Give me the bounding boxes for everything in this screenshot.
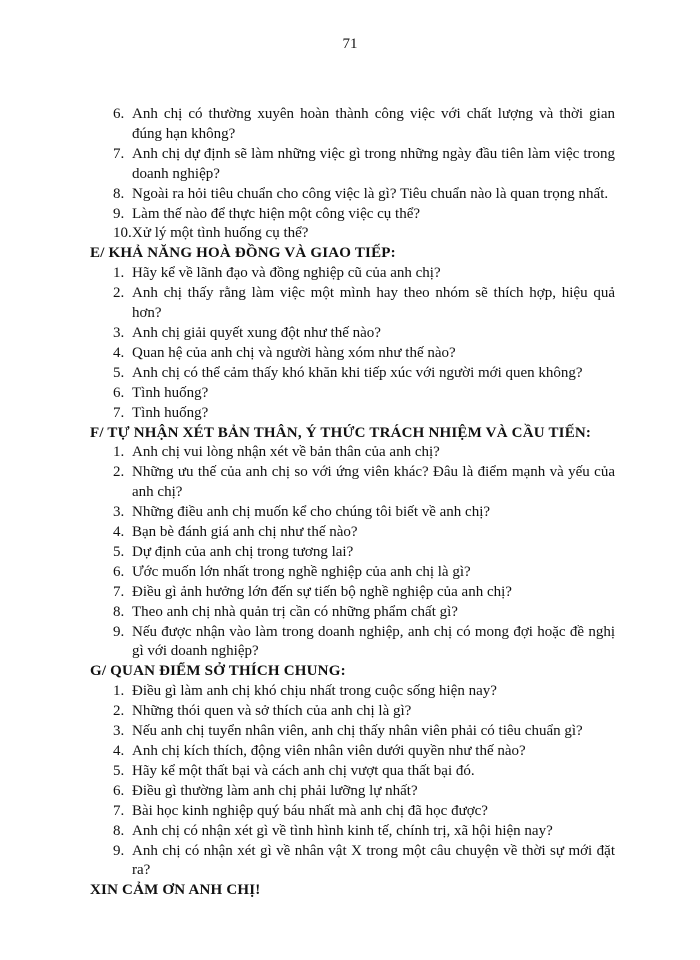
list-item (88, 682, 615, 702)
section-heading: F/ TỰ NHẬN XÉT BẢN THÂN, Ý THỨC TRÁCH NHIỆM VÀ CẦU TIẾN: (90, 424, 592, 441)
item-number: 5. (113, 762, 125, 779)
document-content (88, 105, 615, 901)
list-item (88, 443, 615, 463)
item-text: Anh chị có thể cảm thấy khó khăn khi tiếp xúc với người mới quen không? (132, 364, 583, 381)
item-number: 2. (113, 285, 125, 302)
list-item (88, 702, 615, 722)
item-text: Anh chị có nhận xét gì về nhân vật X trong một câu chuyện về thời sự mới đặt ra? (132, 842, 615, 879)
list-item (88, 224, 615, 244)
section-heading: E/ KHẢ NĂNG HOÀ ĐỒNG VÀ GIAO TIẾP: (90, 245, 396, 262)
item-number: 4. (113, 524, 125, 541)
item-text: Ngoài ra hỏi tiêu chuẩn cho công việc là gì? Tiêu chuẩn nào là quan trọng nhất. (132, 185, 609, 202)
item-number: 5. (113, 543, 125, 560)
item-number: 2. (113, 703, 125, 720)
list-item (88, 842, 615, 882)
item-number: 8. (113, 603, 125, 620)
item-number: 6. (113, 106, 125, 122)
item-number: 5. (113, 364, 125, 381)
item-number: 9. (113, 623, 125, 640)
item-text: Anh chị vui lòng nhận xét về bản thân của anh chị? (132, 444, 440, 461)
item-number: 1. (113, 683, 125, 700)
list-item (88, 722, 615, 742)
item-text: Điều gì làm anh chị khó chịu nhất trong cuộc sống hiện nay? (132, 683, 497, 700)
item-text: Tình huống? (132, 404, 209, 421)
list-item (88, 782, 615, 802)
item-number: 7. (113, 583, 125, 600)
item-number: 3. (113, 723, 125, 740)
item-number: 8. (113, 822, 125, 839)
list-item (88, 463, 615, 503)
item-text: Làm thế nào để thực hiện một công việc cụ thể? (132, 205, 421, 222)
list-item (88, 404, 615, 424)
list-item (88, 523, 615, 543)
item-text: Anh chị có nhận xét gì về tình hình kinh tế, chính trị, xã hội hiện nay? (132, 822, 553, 839)
item-text: Anh chị kích thích, động viên nhân viên dưới quyền như thế nào? (132, 743, 526, 759)
item-number: 4. (113, 743, 125, 759)
item-number: 9. (113, 842, 125, 859)
item-number: 8. (113, 185, 125, 202)
item-text: Dự định của anh chị trong tương lai? (132, 543, 354, 560)
item-number: 4. (113, 344, 125, 361)
item-number: 3. (113, 324, 125, 341)
list-item (88, 762, 615, 782)
item-number: 1. (113, 265, 125, 282)
item-text: Xử lý một tình huống cụ thể? (132, 225, 309, 242)
item-text: Hãy kể về lãnh đạo và đồng nghiệp cũ của anh chị? (132, 265, 441, 282)
list-item (88, 205, 615, 225)
item-text: Anh chị có thường xuyên hoàn thành công việc với chất lượng và thời gian đúng hạn không? (132, 106, 615, 142)
item-text: Nếu được nhận vào làm trong doanh nghiệp, anh chị có mong đợi hoặc đề nghị gì với doanh nghiệp? (132, 623, 615, 660)
list-item (88, 742, 615, 762)
item-text: Nếu anh chị tuyển nhân viên, anh chị thấy nhân viên phải có tiêu chuẩn gì? (132, 723, 583, 740)
item-number: 2. (113, 464, 125, 481)
list-item (88, 583, 615, 603)
list-item (88, 324, 615, 344)
list-item (88, 364, 615, 384)
page-number: 71 (342, 36, 358, 52)
item-text: Những ưu thế của anh chị so với ứng viên khác? Đâu là điểm mạnh và yếu của anh chị? (132, 464, 615, 501)
item-number: 9. (113, 205, 125, 222)
item-text: Ước muốn lớn nhất trong nghề nghiệp của anh chị là gì? (132, 563, 471, 580)
item-text: Hãy kể một thất bại và cách anh chị vượt qua thất bại đó. (132, 762, 475, 779)
list-item (88, 384, 615, 404)
item-text: Bạn bè đánh giá anh chị như thế nào? (132, 524, 358, 541)
list-item (88, 105, 615, 145)
item-text: Những thói quen và sở thích của anh chị là gì? (132, 703, 412, 720)
item-number: 1. (113, 444, 125, 461)
item-number: 10. (113, 225, 132, 242)
item-text: Anh chị giải quyết xung đột như thế nào? (132, 324, 381, 341)
item-text: Tình huống? (132, 384, 209, 401)
item-text: Anh chị dự định sẽ làm những việc gì trong những ngày đầu tiên làm việc trong doanh nghiệp? (132, 145, 615, 182)
list-item (88, 603, 615, 623)
item-number: 6. (113, 563, 125, 580)
item-text: Bài học kinh nghiệp quý báu nhất mà anh chị đã học được? (132, 802, 488, 819)
list-item (88, 503, 615, 523)
item-text: Những điều anh chị muốn kể cho chúng tôi biết về anh chị? (132, 504, 491, 521)
section-heading: G/ QUAN ĐIỂM SỞ THÍCH CHUNG: (90, 663, 346, 680)
list-item (88, 543, 615, 563)
closing-line: XIN CẢM ƠN ANH CHỊ! (90, 882, 261, 899)
list-item (88, 563, 615, 583)
list-item (88, 264, 615, 284)
item-number: 7. (113, 404, 125, 421)
item-text: Điều gì thường làm anh chị phải lưỡng lự nhất? (132, 782, 418, 799)
item-text: Điều gì ảnh hưởng lớn đến sự tiến bộ nghề nghiệp của anh chị? (132, 583, 512, 600)
item-number: 7. (113, 802, 125, 819)
list-item (88, 284, 615, 324)
item-number: 6. (113, 384, 125, 401)
list-item (88, 185, 615, 205)
item-text: Anh chị thấy rằng làm việc một mình hay theo nhóm sẽ thích hợp, hiệu quả hơn? (132, 285, 615, 322)
item-number: 3. (113, 504, 125, 521)
list-item (88, 802, 615, 822)
list-item (88, 822, 615, 842)
item-number: 7. (113, 145, 125, 162)
item-number: 6. (113, 782, 125, 799)
item-text: Quan hệ của anh chị và người hàng xóm như thế nào? (132, 344, 456, 361)
list-item (88, 145, 615, 185)
list-item (88, 344, 615, 364)
item-text: Theo anh chị nhà quản trị cần có những phẩm chất gì? (132, 603, 458, 620)
list-item (88, 623, 615, 663)
